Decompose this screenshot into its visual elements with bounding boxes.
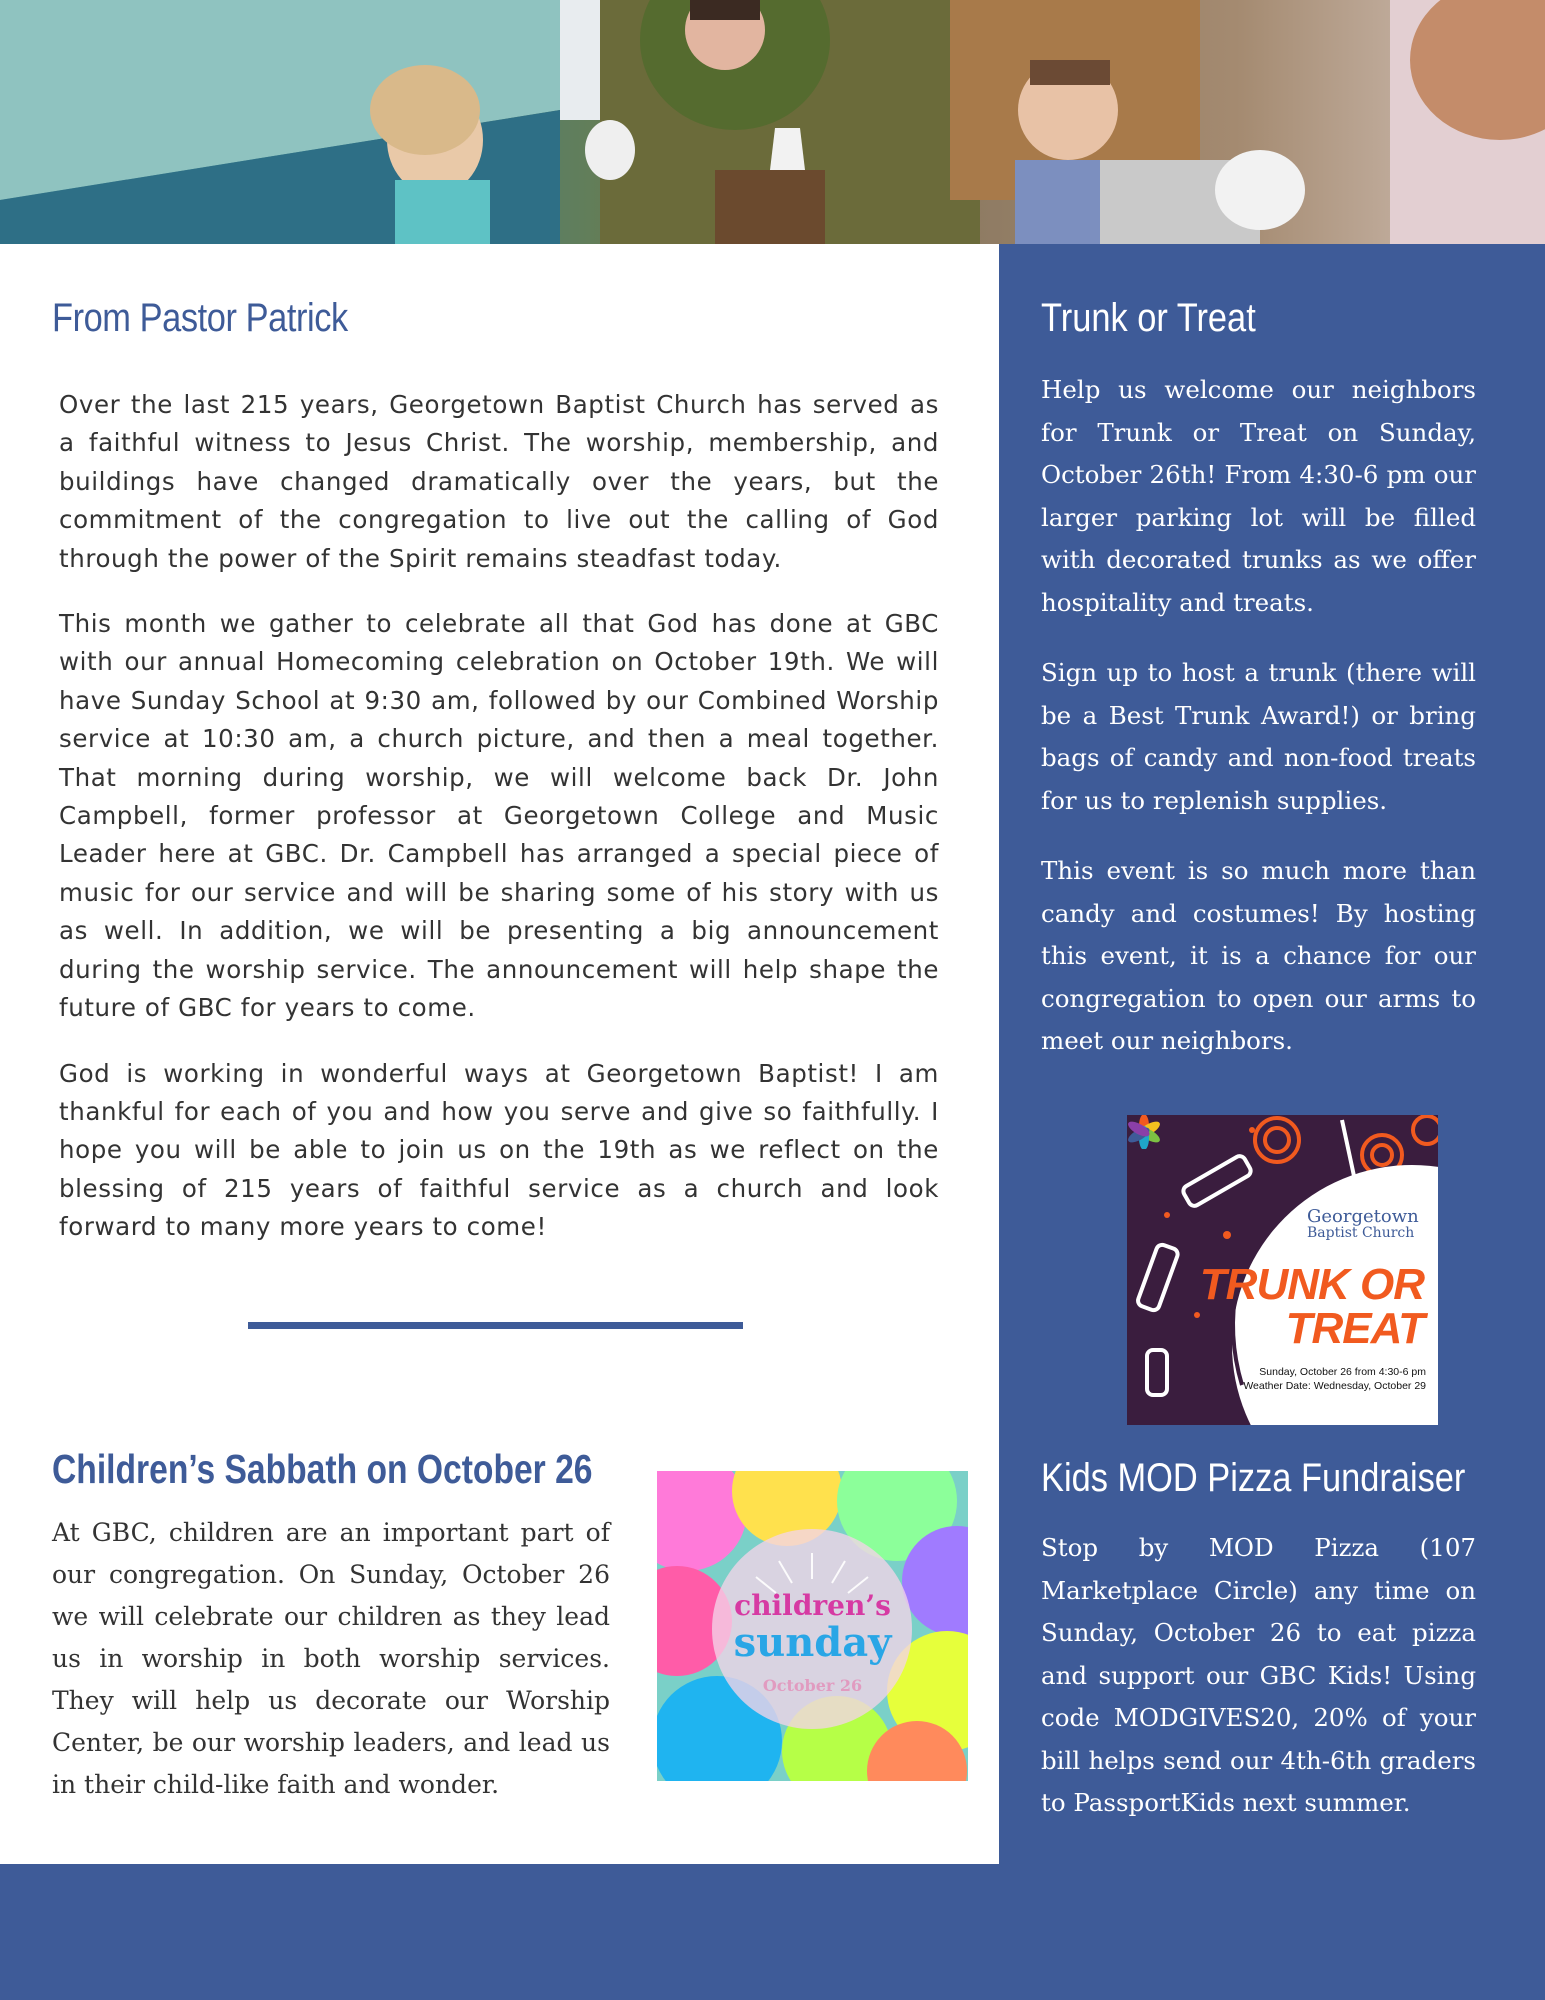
trunk-or-treat-paragraph-3: This event is so much more than candy and costumes! By hosting this event, it is a chance for our congregation to open our arms to meet our neighbors. <box>1041 856 1476 1055</box>
trunk-or-treat-heading: Trunk or Treat <box>1041 296 1256 340</box>
flyer-title-line-2: TREAT <box>1285 1304 1424 1353</box>
pastor-heading: From Pastor Patrick <box>52 296 348 340</box>
childrens-sabbath-text <box>52 1512 610 1806</box>
hero-photo <box>0 0 1545 244</box>
flyer-church-logo <box>1307 1208 1437 1242</box>
mod-pizza-paragraph: Stop by MOD Pizza (107 Marketplace Circle) any time on Sunday, October 26 to eat pizza and support our GBC Kids! Using code MODGIVES20, 20% of your bill helps send our 4th-6th graders to PassportKids next summer. <box>1041 1533 1476 1817</box>
flyer-logo-line-1: Georgetown <box>1307 1206 1419 1227</box>
trunk-or-treat-paragraph-2: Sign up to host a trunk (there will be a Best Trunk Award!) or bring bags of candy and non-food treats for us to replenish supplies. <box>1041 658 1476 815</box>
section-divider <box>248 1322 743 1329</box>
mod-pizza-text <box>1041 1527 1476 1853</box>
mod-pizza-heading: Kids MOD Pizza Fundraiser <box>1041 1456 1466 1500</box>
pastor-paragraph-3: God is working in wonderful ways at Georgetown Baptist! I am thankful for each of you and how you serve and give so faithfully. I hope you will be able to join us on the 19th as we reflect on the blessing of 215 years of faithful service as a church and look forward to many more years to come! <box>59 1058 939 1242</box>
footer-band <box>0 1864 1545 2000</box>
pastor-letter <box>59 386 939 1274</box>
childrens-sunday-graphic <box>657 1471 968 1781</box>
childrens-sabbath-heading: Children’s Sabbath on October 26 <box>52 1446 593 1492</box>
pastor-paragraph-1: Over the last 215 years, Georgetown Baptist Church has served as a faithful witness to Jesus Christ. The worship, membership, and buildings have changed dramatically over the years, but the commitment of the congregation to live out the calling of God through the power of the Spirit remains steadfast today. <box>59 390 939 573</box>
childrens-graphic-line-1: children’s <box>734 1589 891 1622</box>
trunk-or-treat-flyer <box>1127 1115 1438 1425</box>
flyer-title-line-1: TRUNK OR <box>1199 1260 1424 1309</box>
childrens-sabbath-paragraph: At GBC, children are an important part of our congregation. On Sunday, October 26 we will celebrate our children as they lead us in worship in both worship services. They will help us decorate our Worship Center, be our worship leaders, and lead us in their child-like faith and wonder. <box>52 1518 610 1799</box>
flyer-title <box>1199 1260 1424 1353</box>
childrens-graphic-date: October 26 <box>762 1676 863 1695</box>
flyer-details <box>1243 1365 1426 1393</box>
flower-logo-icon <box>1127 1115 1161 1149</box>
childrens-graphic-line-2: sunday <box>733 1619 892 1666</box>
flyer-date-line: Sunday, October 26 from 4:30-6 pm <box>1259 1366 1426 1378</box>
hero-photo-scene <box>0 0 1545 244</box>
pastor-paragraph-2: This month we gather to celebrate all that God has done at GBC with our annual Homecoming celebration on October 19th. We will have Sunday School at 9:30 am, followed by our Combined Worship service at 10:30 am, a church picture, and then a meal together. That morning during worship, we will welcome back Dr. John Campbell, former professor at Georgetown College and Music Leader here at GBC. Dr. Campbell has arranged a special piece of music for our service and will be sharing some of his story with us as well. In addition, we will be presenting a big announcement during the worship service. The announcement will help shape the future of GBC for years to come. <box>59 609 939 1023</box>
flyer-weather-line: Weather Date: Wednesday, October 29 <box>1243 1380 1426 1392</box>
flyer-logo-line-2: Baptist Church <box>1307 1225 1415 1241</box>
trunk-or-treat-text <box>1041 369 1476 1091</box>
trunk-or-treat-paragraph-1: Help us welcome our neighbors for Trunk or Treat on Sunday, October 26th! From 4:30-6 pm our larger parking lot will be filled with decorated trunks as we offer hospitality and treats. <box>1041 375 1476 617</box>
